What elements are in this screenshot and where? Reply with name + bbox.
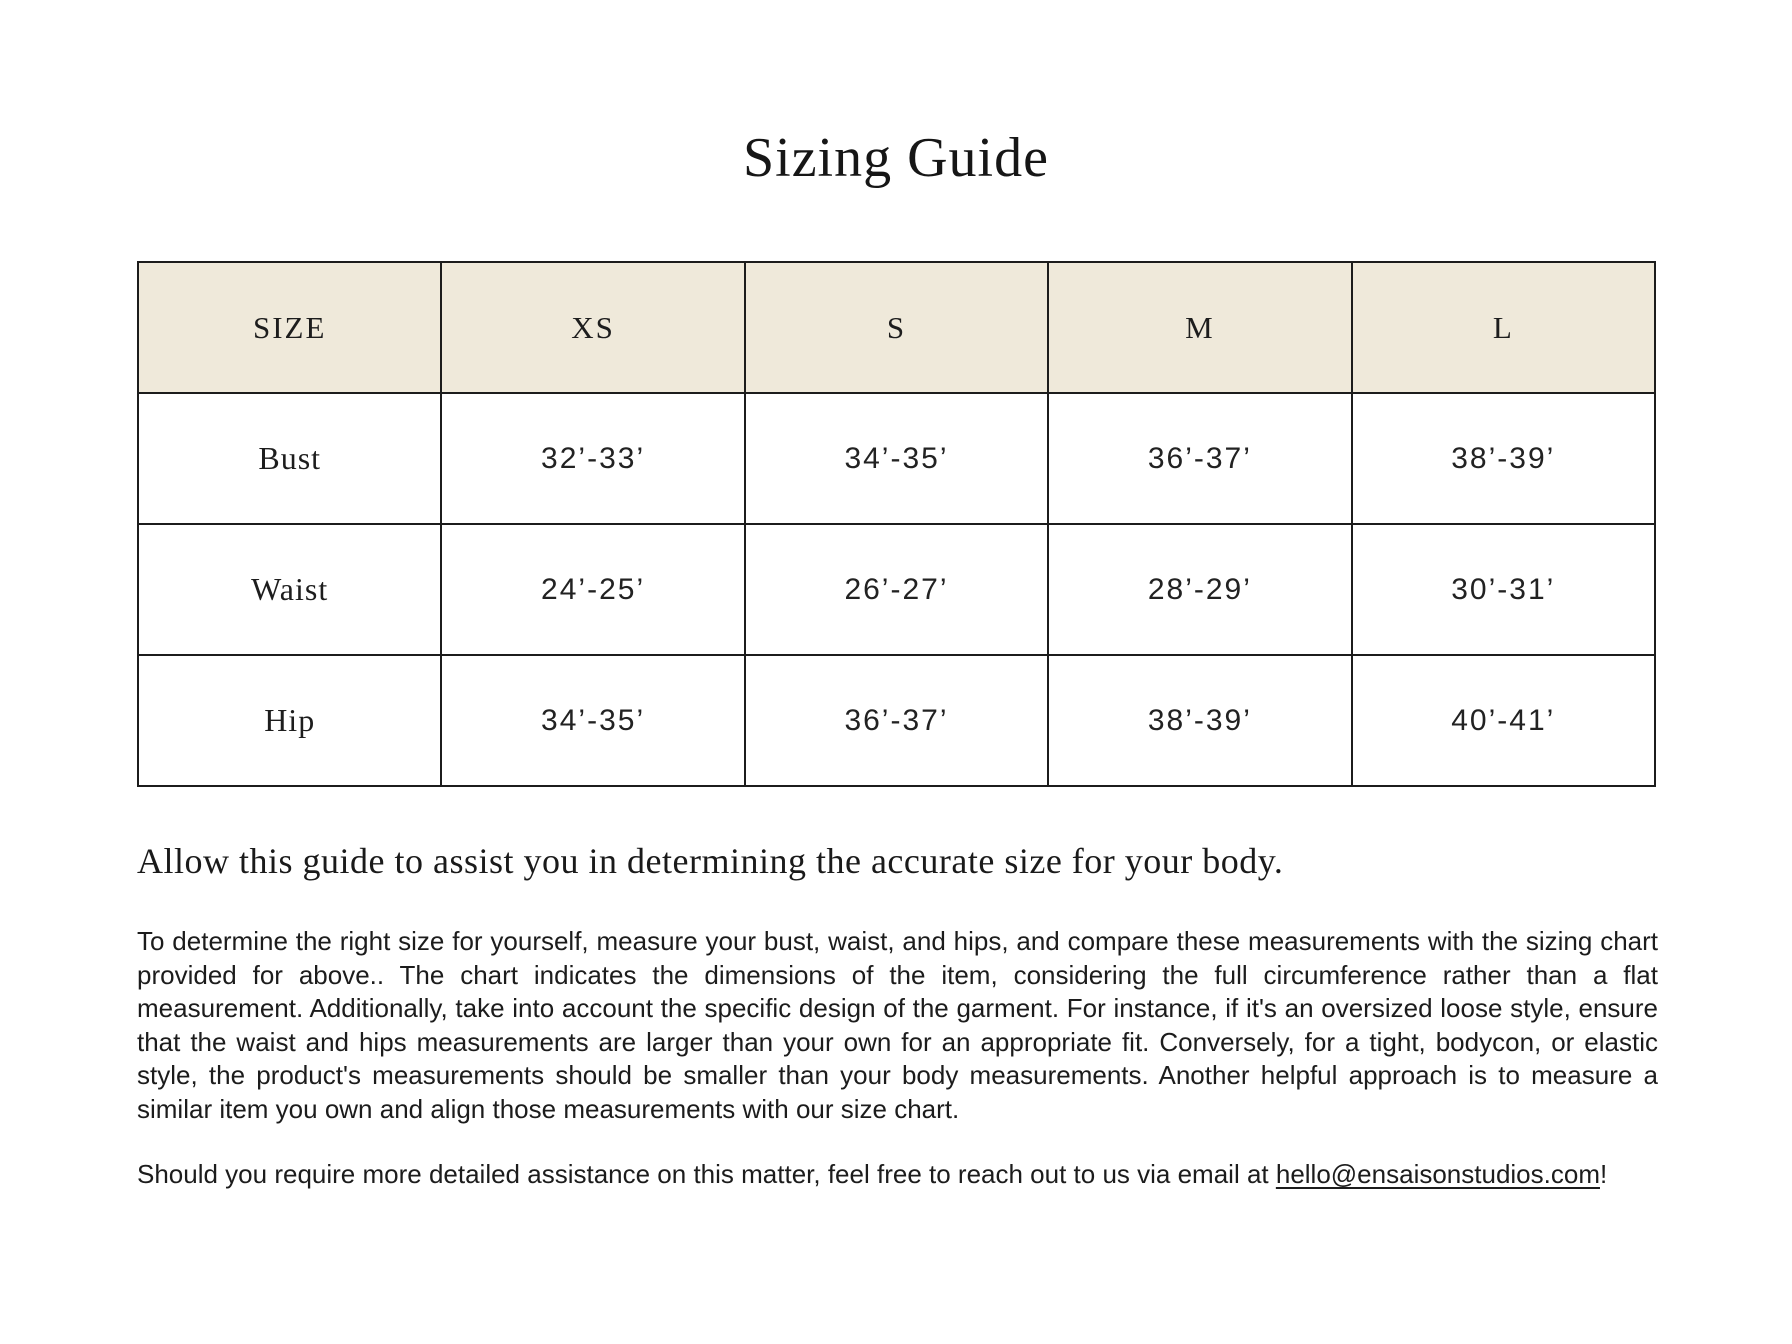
table-row-bust <box>138 393 1655 524</box>
size-table <box>137 261 1656 787</box>
table-row-waist <box>138 524 1655 655</box>
waist-xs-value: 24’-25’ <box>441 524 744 655</box>
col-header-l: L <box>1352 262 1655 393</box>
bust-s-value: 34’-35’ <box>745 393 1048 524</box>
page-title: Sizing Guide <box>743 127 1049 189</box>
table-header-row <box>138 262 1655 393</box>
lead-text: Allow this guide to assist you in determining the accurate size for your body. <box>137 841 1284 881</box>
hip-xs-value: 34’-35’ <box>441 655 744 786</box>
bust-xs-value: 32’-33’ <box>441 393 744 524</box>
waist-s-value: 26’-27’ <box>745 524 1048 655</box>
hip-l-value: 40’-41’ <box>1352 655 1655 786</box>
email-link[interactable]: hello@ensaisonstudios.com <box>1275 1159 1600 1189</box>
row-label-bust: Bust <box>138 393 441 524</box>
col-header-s: S <box>745 262 1048 393</box>
contact-line <box>137 1158 1658 1192</box>
col-header-size: SIZE <box>138 262 441 393</box>
row-label-hip: Hip <box>138 655 441 786</box>
row-label-waist: Waist <box>138 524 441 655</box>
hip-m-value: 38’-39’ <box>1048 655 1351 786</box>
bust-m-value: 36’-37’ <box>1048 393 1351 524</box>
bust-l-value: 38’-39’ <box>1352 393 1655 524</box>
waist-l-value: 30’-31’ <box>1352 524 1655 655</box>
contact-suffix: ! <box>1599 1159 1608 1189</box>
guide-paragraph: To determine the right size for yourself, measure your bust, waist, and hips, and compare these measurements with the sizing chart provided for above.. The chart indicates the dimensions of the item, considering the full circumference rather than a flat measurement. Additionally, take into account the specific design of the garment. For instance, if it's an oversized loose style, ensure that the waist and hips measurements are larger than your own for an appropriate fit. Conversely, for a tight, bodycon, or elastic style, the product's measurements should be smaller than your body measurements. Another helpful approach is to measure a similar item you own and align those measurements with our size chart. <box>137 926 1658 1124</box>
waist-m-value: 28’-29’ <box>1048 524 1351 655</box>
contact-prefix: Should you require more detailed assistance on this matter, feel free to reach out to us via email at <box>137 1159 1276 1189</box>
col-header-xs: XS <box>441 262 744 393</box>
col-header-m: M <box>1048 262 1351 393</box>
table-row-hip <box>138 655 1655 786</box>
hip-s-value: 36’-37’ <box>745 655 1048 786</box>
